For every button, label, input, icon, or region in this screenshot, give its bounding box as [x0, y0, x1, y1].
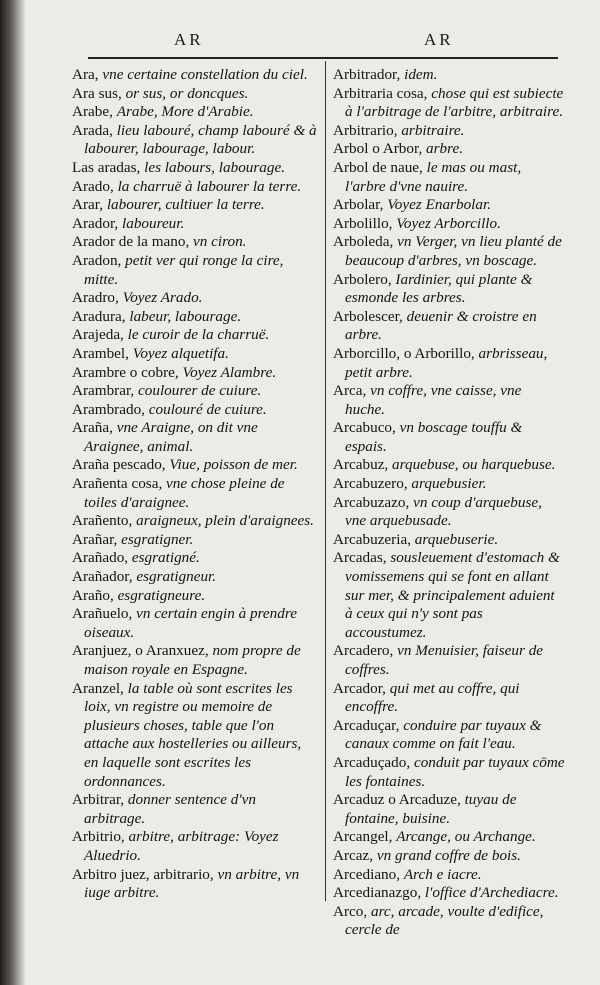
left-guide-word: AR — [174, 30, 204, 49]
entry-headword: Arcedianazgo, — [333, 884, 425, 902]
dictionary-entry — [333, 642, 565, 679]
entry-definition: labeur, labourage. — [129, 307, 242, 325]
dictionary-entry — [333, 159, 565, 196]
entry-headword: Arbolero, — [333, 270, 396, 288]
dictionary-entry — [72, 587, 318, 606]
entry-definition: chose qui est subiecte à l'arbitrage de l'arbitre, arbitraire. — [345, 84, 564, 121]
dictionary-entry — [333, 196, 565, 215]
entry-headword: Arambre o cobre, — [72, 363, 183, 381]
entry-headword: Arambel, — [72, 344, 133, 362]
dictionary-entry — [333, 456, 565, 475]
dictionary-entry — [72, 103, 318, 122]
entry-definition: arbitre, arbitrage: Voyez Aluedrio. — [84, 828, 279, 864]
entry-headword: Arbitraria cosa, — [333, 84, 432, 102]
entry-definition: esgratigné. — [131, 549, 200, 567]
dictionary-entry — [333, 717, 565, 754]
entry-headword: Arabe, — [72, 103, 117, 121]
dictionary-entry — [72, 159, 318, 178]
entry-headword: Arbitrador, — [333, 66, 405, 83]
entry-definition: conduire par tuyaux & canaux comme on fait l'eau. — [345, 716, 542, 753]
entry-definition: coulouré de cuiure. — [148, 400, 267, 418]
entry-headword: Arbolescer, — [333, 307, 407, 325]
entry-headword: Arador de la mano, — [72, 233, 194, 251]
entry-definition: vn Menuisier, faiseur de coffres. — [345, 642, 544, 678]
dictionary-entry — [72, 680, 318, 792]
dictionary-entry — [333, 494, 565, 531]
entry-definition: vne chose pleine de toiles d'araignee. — [84, 475, 285, 511]
header-rule — [88, 57, 558, 59]
running-header — [72, 30, 562, 50]
entry-definition: or sus, or doncques. — [125, 84, 249, 102]
dictionary-entry — [72, 549, 318, 568]
entry-definition: arquebusier. — [411, 475, 487, 493]
dictionary-entry — [333, 122, 565, 141]
entry-headword: Arada, — [72, 121, 117, 139]
dictionary-entry — [72, 475, 318, 512]
dictionary-entry — [333, 475, 565, 494]
entry-definition: deuenir & croistre en arbre. — [345, 307, 537, 344]
entry-definition: qui met au coffre, qui encoffre. — [345, 679, 520, 716]
dictionary-entry — [72, 196, 318, 215]
dictionary-entry — [333, 215, 565, 234]
entry-definition: arquebuse, ou harquebuse. — [392, 456, 556, 474]
dictionary-entry — [333, 680, 565, 717]
column-divider — [325, 61, 326, 901]
dictionary-entry — [333, 308, 565, 345]
entry-headword: Arcabuz, — [333, 456, 393, 474]
entry-headword: Arcaduçado, — [333, 753, 414, 771]
entry-definition: arquebuserie. — [414, 530, 499, 548]
dictionary-entry — [72, 345, 318, 364]
dictionary-entry — [333, 345, 565, 382]
dictionary-entry — [72, 401, 318, 420]
entry-definition: le curoir de la charruë. — [127, 326, 270, 344]
entry-definition: vne Araigne, on dit vne Araignee, animal. — [84, 419, 258, 455]
entry-definition: vn grand coffre de bois. — [376, 846, 521, 864]
entry-headword: Arcaduçar, — [333, 716, 404, 734]
entry-headword: Arar, — [72, 196, 107, 214]
dictionary-entry — [72, 252, 318, 289]
entry-definition: vn coffre, vne caisse, vne huche. — [345, 382, 522, 418]
entry-headword: Arajeda, — [72, 326, 128, 344]
dictionary-entry — [333, 382, 565, 419]
dictionary-entry — [333, 754, 565, 791]
dictionary-entry — [72, 66, 318, 85]
dictionary-entry — [333, 419, 565, 456]
entry-definition: vn boscage touffu & espais. — [345, 419, 523, 455]
entry-definition: lieu labouré, champ labouré & à labourer, labourage, labour. — [84, 121, 317, 158]
entry-headword: Arañador, — [72, 568, 137, 586]
dictionary-entry — [72, 289, 318, 308]
entry-definition: Voyez Alambre. — [182, 363, 277, 381]
dictionary-entry — [72, 568, 318, 587]
entry-headword: Arañar, — [72, 530, 122, 548]
entry-definition: conduit par tuyaux cōme les fontaines. — [345, 753, 565, 790]
entry-headword: Arbol de naue, — [333, 158, 427, 176]
entry-headword: Ara, — [72, 66, 103, 83]
entry-headword: Arañenta cosa, — [72, 475, 167, 493]
entry-headword: Araña, — [72, 419, 117, 437]
entry-headword: Arcador, — [333, 679, 390, 697]
entry-headword: Arcaduz o Arcaduze, — [333, 791, 465, 809]
entry-headword: Arañuelo, — [72, 605, 137, 623]
book-gutter-shadow — [0, 0, 26, 985]
entry-headword: Arca, — [333, 382, 371, 400]
entry-definition: nom propre de maison royale en Espagne. — [84, 642, 301, 678]
entry-headword: Aradon, — [72, 251, 126, 269]
right-guide-word: AR — [424, 30, 454, 49]
dictionary-entry — [72, 642, 318, 679]
entry-headword: Aradro, — [72, 289, 123, 307]
dictionary-entry — [72, 122, 318, 159]
dictionary-entry — [72, 382, 318, 401]
entry-definition: esgratigner. — [121, 530, 194, 548]
left-column — [72, 66, 318, 903]
dictionary-entry — [333, 271, 565, 308]
entry-headword: Arañento, — [72, 512, 137, 530]
entry-definition: l'office d'Archediacre. — [424, 884, 559, 902]
dictionary-entry — [72, 85, 318, 104]
dictionary-entry — [333, 884, 565, 903]
entry-definition: vn arbitre, vn iuge arbitre. — [84, 865, 300, 902]
entry-headword: Arcadero, — [333, 642, 398, 660]
dictionary-entry — [72, 605, 318, 642]
entry-definition: coulourer de cuiure. — [138, 382, 262, 400]
entry-definition: la charruë à labourer la terre. — [117, 177, 302, 195]
entry-definition: Voyez alquetifa. — [132, 344, 229, 362]
entry-headword: Arbitrar, — [72, 791, 128, 809]
entry-headword: Arbol o Arbor, — [333, 140, 427, 158]
dictionary-entry — [333, 903, 565, 940]
entry-definition: araigneux, plein d'araignees. — [136, 512, 314, 530]
dictionary-entry — [72, 531, 318, 550]
entry-headword: Arco, — [333, 902, 371, 920]
entry-headword: Arcabuzero, — [333, 475, 412, 493]
entry-definition: arbre. — [426, 140, 464, 158]
dictionary-entry — [72, 512, 318, 531]
dictionary-entry — [72, 178, 318, 197]
entry-definition: sousleuement d'estomach & vomissemens qui se font en allant sur mer, & principalement aduient à ceux qui n'y sont pas accoustumez. — [345, 549, 560, 641]
dictionary-entry — [333, 85, 565, 122]
entry-headword: Arcediano, — [333, 865, 404, 883]
dictionary-entry — [333, 847, 565, 866]
dictionary-entry — [72, 233, 318, 252]
entry-headword: Arcaz, — [333, 846, 377, 864]
entry-definition: la table où sont escrites les loix, vn registre ou memoire de plusieurs choses, table que l'on attache aux hostelleries ou ailleurs, en laquelle sont escrites les ordonnances. — [84, 679, 302, 790]
entry-headword: Arboleda, — [333, 233, 398, 251]
entry-definition: les labours, labourage. — [144, 158, 286, 176]
entry-headword: Arborcillo, o Arborillo, — [333, 344, 479, 362]
dictionary-entry — [72, 308, 318, 327]
entry-definition: idem. — [404, 66, 438, 83]
dictionary-entry — [72, 791, 318, 828]
dictionary-entry — [72, 364, 318, 383]
dictionary-entry — [72, 326, 318, 345]
entry-definition: Voyez Arborcillo. — [396, 214, 501, 232]
entry-definition: Voyez Arado. — [122, 289, 203, 307]
dictionary-entry — [333, 866, 565, 885]
entry-headword: Arambrar, — [72, 382, 139, 400]
dictionary-entry — [333, 140, 565, 159]
entry-headword: Araño, — [72, 586, 118, 604]
entry-headword: Araña pescado, — [72, 456, 170, 474]
entry-headword: Ara sus, — [72, 84, 126, 102]
entry-definition: tuyau de fontaine, buisine. — [345, 791, 517, 827]
entry-headword: Arcabuzazo, — [333, 493, 414, 511]
entry-definition: le mas ou mast, l'arbre d'vne nauire. — [345, 158, 522, 195]
entry-headword: Arbitro juez, arbitrario, — [72, 865, 218, 883]
dictionary-entry — [72, 828, 318, 865]
entry-definition: vn Verger, vn lieu planté de beaucoup d'arbres, vn boscage. — [345, 233, 562, 269]
entry-headword: Arador, — [72, 214, 122, 232]
entry-definition: laboureur. — [122, 214, 185, 232]
dictionary-entry — [333, 549, 565, 642]
dictionary-entry — [333, 828, 565, 847]
entry-definition: labourer, cultiuer la terre. — [106, 196, 265, 214]
dictionary-entry — [72, 866, 318, 903]
entry-definition: petit ver qui ronge la cire, mitte. — [84, 251, 284, 288]
entry-definition: esgratigneur. — [136, 568, 217, 586]
dictionary-entry — [333, 66, 565, 85]
entry-definition: Viue, poisson de mer. — [169, 456, 298, 474]
entry-headword: Las aradas, — [72, 158, 145, 176]
dictionary-entry — [72, 456, 318, 475]
entry-headword: Aranjuez, o Aranxuez, — [72, 642, 213, 660]
entry-headword: Arcabuzeria, — [333, 530, 415, 548]
dictionary-entry — [333, 531, 565, 550]
entry-definition: vn certain engin à prendre oiseaux. — [84, 605, 297, 641]
entry-headword: Arbolar, — [333, 196, 388, 214]
dictionary-entry — [333, 233, 565, 270]
entry-headword: Arbitrio, — [72, 828, 129, 846]
entry-headword: Arbolillo, — [333, 214, 397, 232]
entry-definition: arc, arcade, voulte d'edifice, cercle de — [345, 902, 544, 939]
entry-definition: Arch e iacre. — [403, 865, 482, 883]
entry-definition: Arcange, ou Archange. — [396, 828, 536, 846]
entry-definition: arbrisseau, petit arbre. — [345, 344, 548, 381]
entry-definition: esgratigneure. — [117, 586, 206, 604]
entry-headword: Arbitrario, — [333, 121, 402, 139]
entry-definition: vn coup d'arquebuse, vne arquebusade. — [345, 493, 542, 530]
entry-headword: Arcadas, — [333, 549, 391, 567]
entry-definition: Arabe, More d'Arabie. — [116, 103, 254, 121]
entry-headword: Arañado, — [72, 549, 132, 567]
entry-definition: Iardinier, qui plante & esmonde les arbres. — [345, 270, 533, 307]
entry-definition: vn ciron. — [193, 233, 247, 251]
right-column — [333, 66, 565, 940]
entry-definition: Voyez Enarbolar. — [387, 196, 491, 214]
entry-headword: Arado, — [72, 177, 118, 195]
dictionary-entry — [72, 419, 318, 456]
entry-headword: Aradura, — [72, 307, 130, 325]
entry-definition: arbitraire. — [401, 121, 465, 139]
entry-headword: Arambrado, — [72, 400, 149, 418]
entry-headword: Arcangel, — [333, 828, 397, 846]
entry-definition: donner sentence d'vn arbitrage. — [84, 791, 256, 827]
entry-definition: vne certaine constellation du ciel. — [102, 66, 308, 83]
entry-headword: Arcabuco, — [333, 419, 400, 437]
dictionary-entry — [72, 215, 318, 234]
dictionary-entry — [333, 791, 565, 828]
entry-headword: Aranzel, — [72, 679, 128, 697]
